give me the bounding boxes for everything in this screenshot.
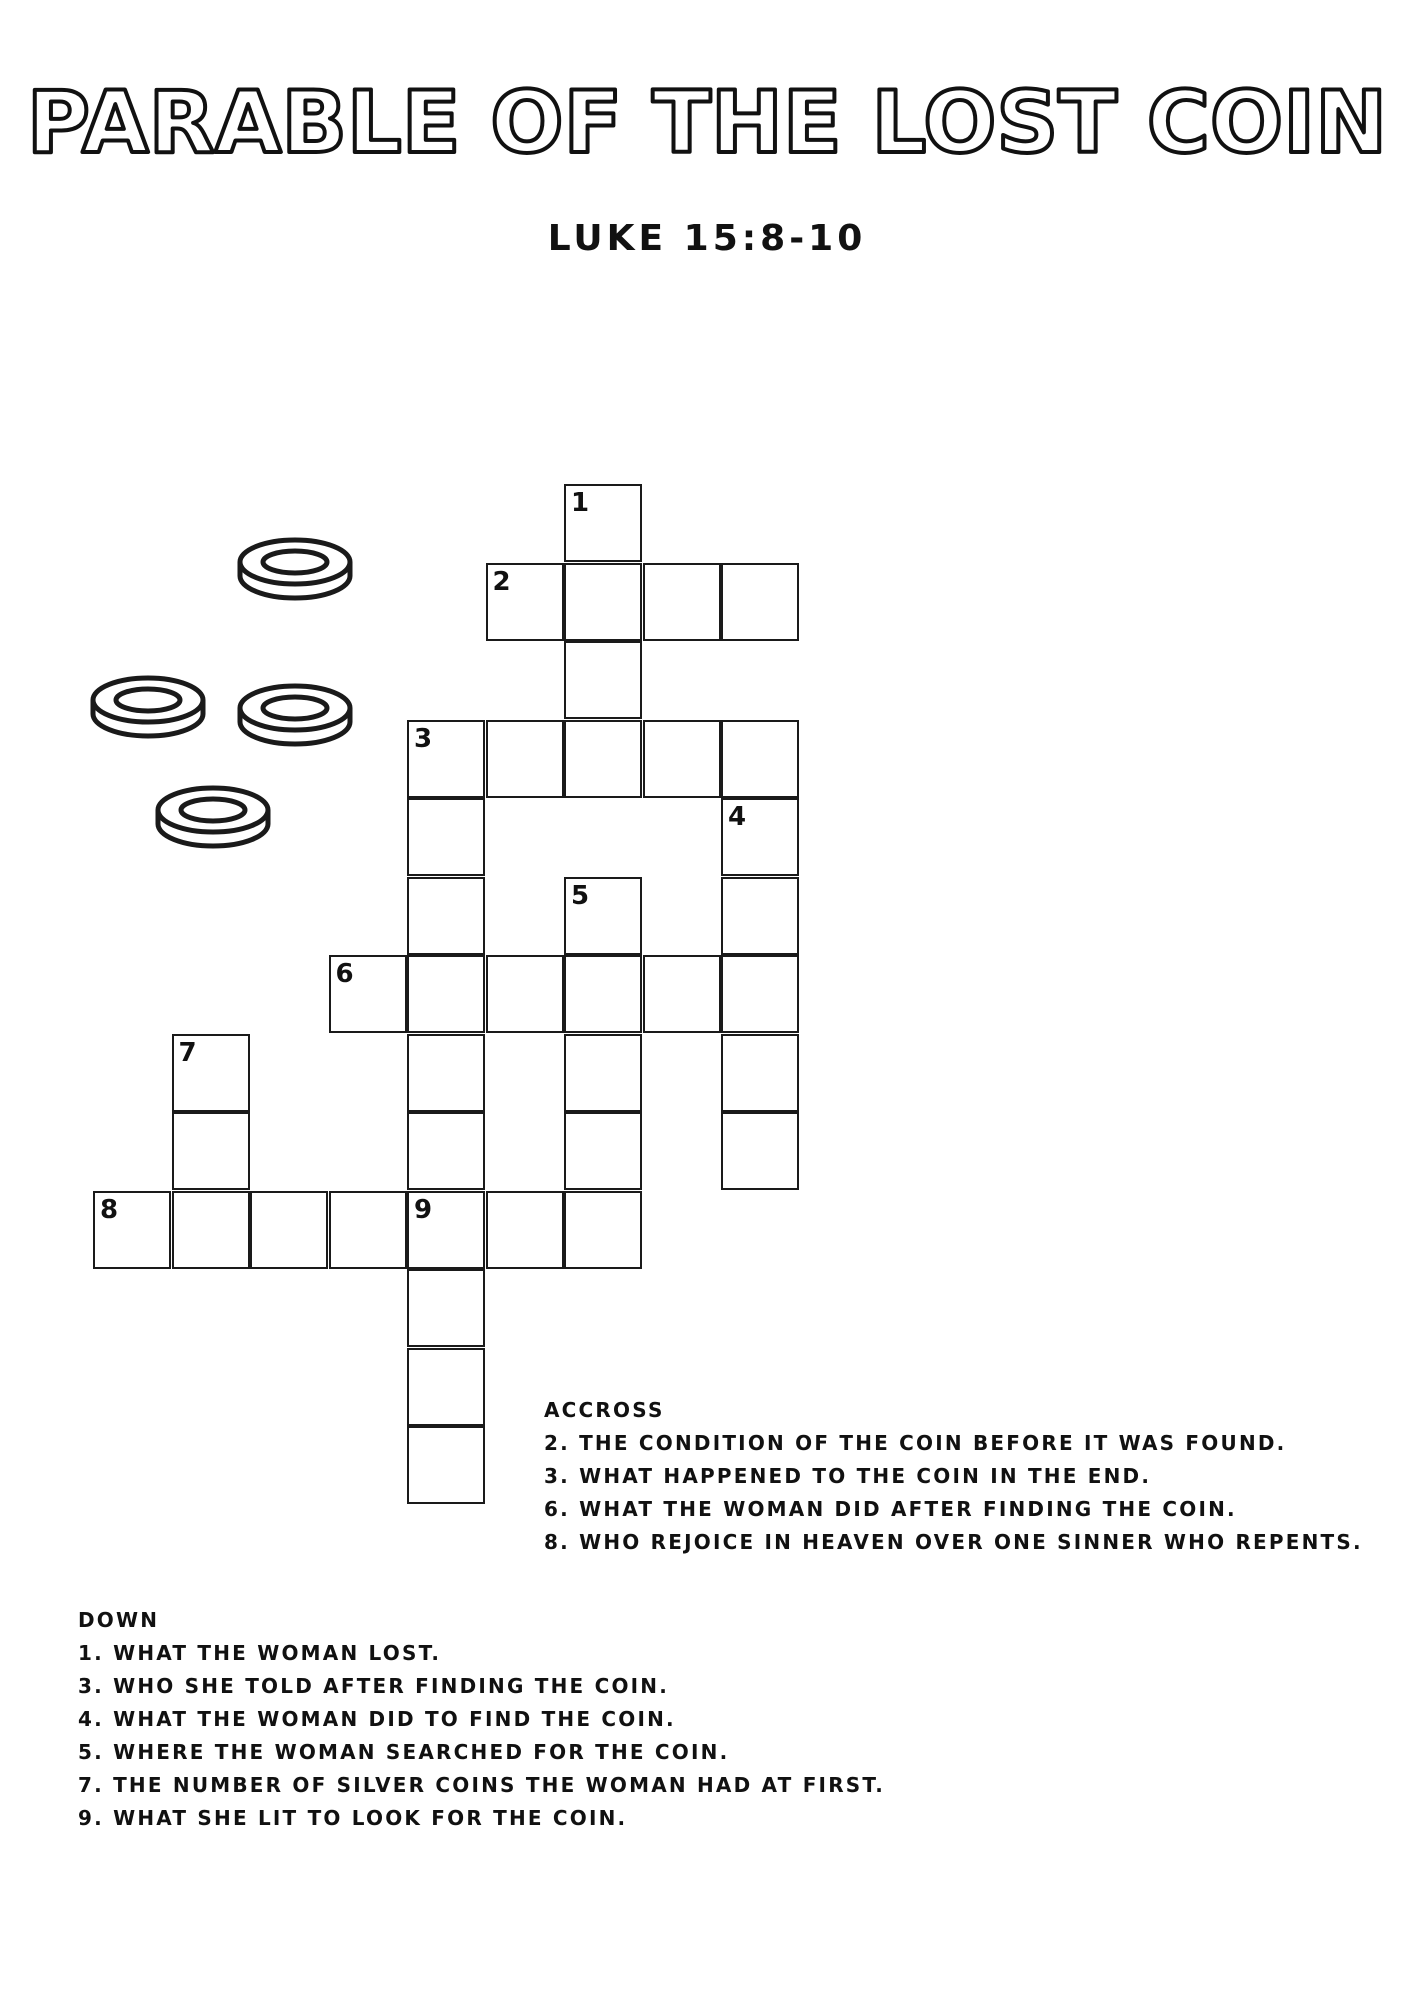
clue-number: 7 (178, 1037, 197, 1068)
crossword-cell[interactable] (643, 563, 721, 641)
page-title (0, 60, 1414, 170)
crossword-cell[interactable] (329, 1191, 407, 1269)
crossword-cell[interactable] (564, 1112, 642, 1190)
crossword-cell[interactable] (564, 563, 642, 641)
crossword-cell[interactable] (564, 484, 642, 562)
coin-icon (93, 678, 203, 736)
crossword-cell[interactable] (407, 1112, 485, 1190)
crossword-cell[interactable] (407, 1426, 485, 1504)
down-clues (78, 1604, 885, 1835)
crossword-cell[interactable] (172, 1191, 250, 1269)
crossword-cell[interactable] (721, 877, 799, 955)
crossword-cell[interactable] (643, 720, 721, 798)
crossword-cell[interactable] (721, 720, 799, 798)
across-clue: 6. WHAT THE WOMAN DID AFTER FINDING THE COIN. (544, 1497, 1237, 1521)
crossword-cell[interactable] (486, 720, 564, 798)
down-clue: 9. WHAT SHE LIT TO LOOK FOR THE COIN. (78, 1806, 628, 1830)
crossword-cell[interactable] (486, 955, 564, 1033)
crossword-cell[interactable] (564, 720, 642, 798)
clue-number: 4 (728, 802, 747, 832)
crossword-cell[interactable] (564, 877, 642, 955)
crossword-cell[interactable] (564, 1034, 642, 1112)
crossword-cell[interactable] (407, 955, 485, 1033)
down-heading: DOWN (78, 1608, 160, 1632)
across-clues (544, 1394, 1363, 1559)
crossword-cell[interactable] (564, 955, 642, 1033)
silver-coins-icon (80, 520, 380, 860)
clue-number: 1 (571, 488, 590, 518)
crossword-cell[interactable] (329, 955, 407, 1033)
crossword-cell[interactable] (721, 798, 799, 876)
crossword-cell[interactable] (721, 563, 799, 641)
crossword-cell[interactable] (93, 1191, 171, 1269)
crossword-cell[interactable] (172, 1112, 250, 1190)
across-clue: 8. WHO REJOICE IN HEAVEN OVER ONE SINNER WHO REPENTS. (544, 1530, 1363, 1554)
crossword-cell[interactable] (250, 1191, 328, 1269)
down-clue: 1. WHAT THE WOMAN LOST. (78, 1641, 442, 1665)
crossword-cell[interactable] (407, 720, 485, 798)
crossword-cell[interactable] (407, 1034, 485, 1112)
crossword-cell[interactable] (564, 641, 642, 719)
down-clue: 5. WHERE THE WOMAN SEARCHED FOR THE COIN. (78, 1740, 730, 1764)
crossword-cell[interactable] (407, 1348, 485, 1426)
crossword-cell[interactable] (721, 955, 799, 1033)
crossword-cell[interactable] (486, 1191, 564, 1269)
across-clue: 3. WHAT HAPPENED TO THE COIN IN THE END. (544, 1464, 1152, 1488)
scripture-reference: LUKE 15:8-10 (547, 218, 867, 259)
crossword-cell[interactable] (407, 1191, 485, 1269)
clue-number: 3 (414, 723, 433, 754)
page-title-text: PARABLE OF THE LOST COIN (26, 73, 1388, 170)
crossword-cell[interactable] (486, 563, 564, 641)
across-heading: ACCROSS (544, 1398, 665, 1422)
crossword-cell[interactable] (407, 877, 485, 955)
crossword-cell[interactable] (721, 1112, 799, 1190)
crossword-cell[interactable] (172, 1034, 250, 1112)
coin-icon (240, 686, 350, 744)
down-clue: 3. WHO SHE TOLD AFTER FINDING THE COIN. (78, 1674, 670, 1698)
across-clue: 2. THE CONDITION OF THE COIN BEFORE IT WAS FOUND. (544, 1431, 1287, 1455)
coin-icon (240, 540, 350, 598)
clue-number: 6 (335, 959, 354, 989)
clue-number: 5 (571, 880, 590, 911)
down-clue: 7. THE NUMBER OF SILVER COINS THE WOMAN HAD AT FIRST. (78, 1773, 886, 1797)
crossword-cell[interactable] (564, 1191, 642, 1269)
crossword-cell[interactable] (407, 798, 485, 876)
crossword-cell[interactable] (407, 1269, 485, 1347)
crossword-cell[interactable] (721, 1034, 799, 1112)
clue-number: 9 (414, 1194, 433, 1225)
down-clue: 4. WHAT THE WOMAN DID TO FIND THE COIN. (78, 1707, 676, 1731)
coin-icon (158, 788, 268, 846)
clue-number: 2 (492, 566, 511, 597)
clue-number: 8 (100, 1194, 119, 1225)
crossword-cell[interactable] (643, 955, 721, 1033)
